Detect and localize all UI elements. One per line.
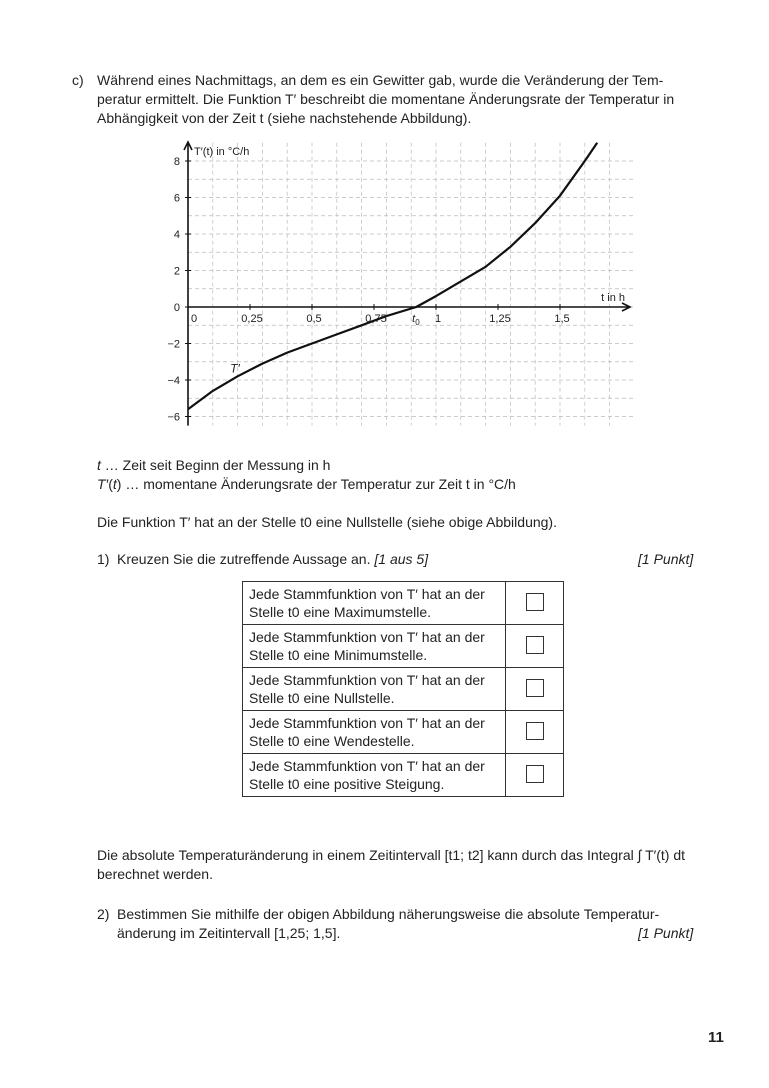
x-tick-label: 1,25 xyxy=(489,313,511,325)
curve-label: T′ xyxy=(230,361,240,376)
intro-line: peratur ermittelt. Die Funktion T′ beschreibt die momentane Änderungsrate der Temperatur in xyxy=(97,91,675,107)
answer-checkbox[interactable] xyxy=(526,636,544,654)
answer-text xyxy=(243,582,506,625)
task1-instruction xyxy=(117,550,428,569)
answer-table xyxy=(242,581,564,797)
task2-points: [1 Punkt] xyxy=(638,925,694,941)
function-graph xyxy=(150,138,640,438)
y-tick-label: 4 xyxy=(173,229,180,241)
y-tick-label: −4 xyxy=(167,375,180,387)
task2-line: änderung im Zeitintervall [1,25; 1,5]. xyxy=(117,925,341,941)
x-tick-label: 0,25 xyxy=(241,313,263,325)
x-tick-label: 0,75 xyxy=(365,313,387,325)
x-tick-label: 0 xyxy=(190,313,198,325)
integral-line: berechnet werden. xyxy=(97,866,213,882)
legend-tprime: T′(t) … momentane Änderungsrate der Temperatur zur Zeit t in °C/h xyxy=(97,476,516,492)
answer-row xyxy=(243,711,564,754)
answer-line: Jede Stammfunktion von T′ hat an der xyxy=(249,715,485,731)
answer-line: Stelle t0 eine positive Steigung. xyxy=(249,776,445,792)
y-tick-label: −2 xyxy=(167,338,180,351)
curve-tprime xyxy=(188,143,597,409)
y-tick-label: 0 xyxy=(173,302,180,314)
x-tick-label: 1 xyxy=(434,313,442,325)
task1-hint: [1 aus 5] xyxy=(374,551,429,567)
answer-text xyxy=(243,711,506,754)
answer-line: Stelle t0 eine Nullstelle. xyxy=(249,690,395,706)
answer-cell xyxy=(506,625,564,668)
answer-row xyxy=(243,754,564,797)
task1-text: Kreuzen Sie die zutreffende Aussage an. xyxy=(117,551,371,567)
integral-paragraph xyxy=(97,846,727,884)
task2-text xyxy=(117,905,717,943)
answer-line: Jede Stammfunktion von T′ hat an der xyxy=(249,586,485,602)
legend-t-text: … Zeit seit Beginn der Messung in h xyxy=(104,457,331,473)
answer-line: Stelle t0 eine Minimumstelle. xyxy=(249,647,428,663)
answer-cell xyxy=(506,711,564,754)
answer-checkbox[interactable] xyxy=(526,679,544,697)
answer-line: Jede Stammfunktion von T′ hat an der xyxy=(249,672,485,688)
answer-row xyxy=(243,668,564,711)
answer-text xyxy=(243,754,506,797)
answer-row xyxy=(243,582,564,625)
answer-text xyxy=(243,625,506,668)
page-number: 11 xyxy=(708,1029,724,1046)
task2-number: 2) xyxy=(97,906,110,922)
answer-checkbox[interactable] xyxy=(526,765,544,783)
y-tick-label: 6 xyxy=(173,192,180,205)
answer-checkbox[interactable] xyxy=(526,593,544,611)
answer-line: Jede Stammfunktion von T′ hat an der xyxy=(249,758,485,774)
legend-tprime-text: … momentane Änderungsrate der Temperatur zur Zeit t in °C/h xyxy=(125,476,516,492)
intro-line: Abhängigkeit von der Zeit t (siehe nachstehende Abbildung). xyxy=(97,110,472,126)
answer-row xyxy=(243,625,564,668)
y-tick-label: 2 xyxy=(173,265,180,278)
intro-line: Während eines Nachmittags, an dem es ein Gewitter gab, wurde die Veränderung der Tem- xyxy=(97,72,664,88)
y-axis-label: T′(t) in °C/h xyxy=(194,146,250,158)
task2-line: Bestimmen Sie mithilfe der obigen Abbildung näherungsweise die absolute Temperatur- xyxy=(117,906,660,922)
y-tick-label: −6 xyxy=(167,411,180,424)
t0-label: $t_0$ xyxy=(412,313,420,327)
answer-text xyxy=(243,668,506,711)
intro-paragraph xyxy=(97,71,717,128)
answer-cell xyxy=(506,754,564,797)
answer-checkbox[interactable] xyxy=(526,722,544,740)
answer-line: Stelle t0 eine Wendestelle. xyxy=(249,733,415,749)
x-tick-label: 0,5 xyxy=(306,313,322,325)
integral-line: Die absolute Temperaturänderung in einem Zeitintervall [t1; t2] kann durch das Integral ∫ T′(t) dt xyxy=(97,847,686,863)
x-tick-label: 1,5 xyxy=(554,313,570,325)
answer-cell xyxy=(506,582,564,625)
task1-points: [1 Punkt] xyxy=(638,551,694,567)
answer-line: Stelle t0 eine Maximumstelle. xyxy=(249,604,432,620)
legend-t: t … Zeit seit Beginn der Messung in h xyxy=(97,457,331,473)
x-axis-label: t in h xyxy=(601,292,625,304)
part-label: c) xyxy=(72,72,84,88)
y-tick-label: 8 xyxy=(173,156,180,168)
nullstelle-text: Die Funktion T′ hat an der Stelle t0 eine Nullstelle (siehe obige Abbildung). xyxy=(97,514,557,530)
task1-number: 1) xyxy=(97,551,110,567)
answer-line: Jede Stammfunktion von T′ hat an der xyxy=(249,629,485,645)
answer-cell xyxy=(506,668,564,711)
